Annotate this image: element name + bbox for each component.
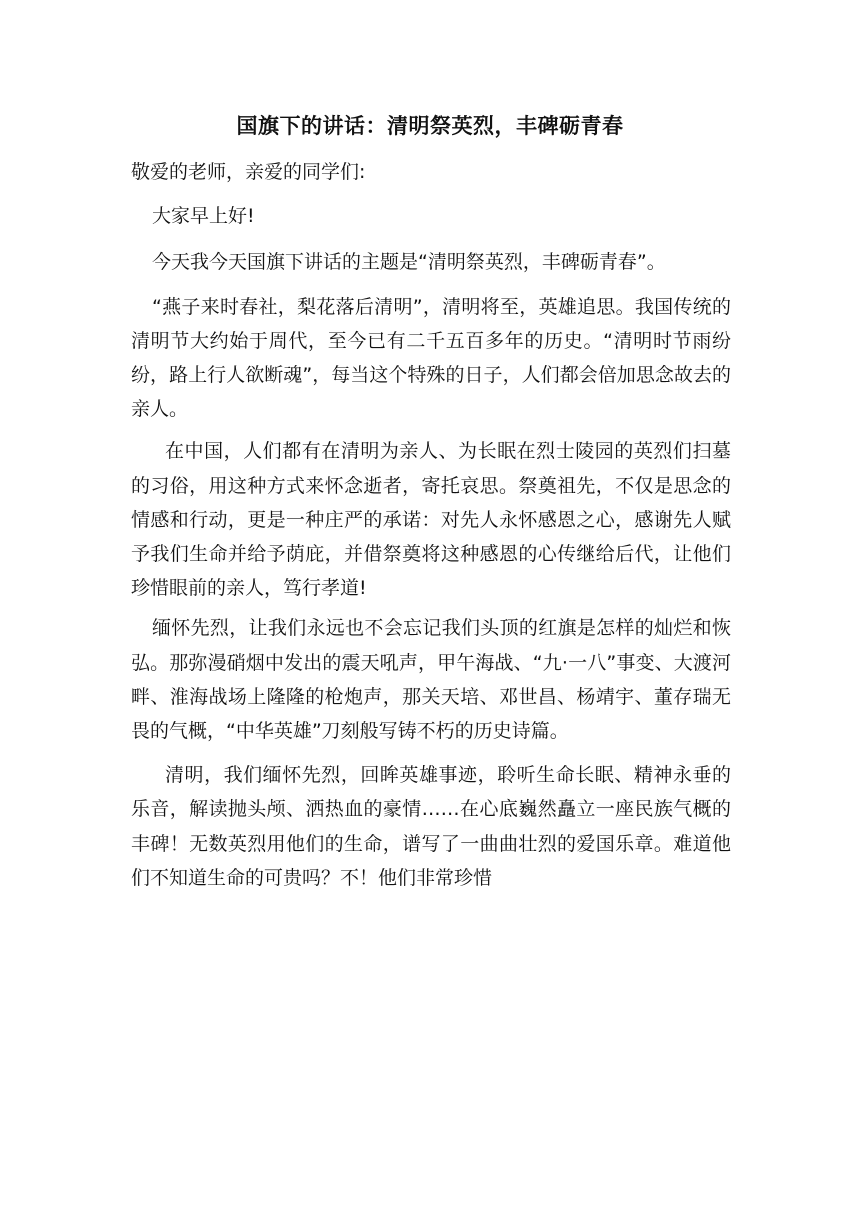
paragraph: 缅怀先烈，让我们永远也不会忘记我们头顶的红旗是怎样的灿烂和恢弘。那弥漫硝烟中发出的震天吼声，甲午海战、“九·一八”事变、大渡河畔、淮海战场上隆隆的枪炮声，那关天培、邓世昌、杨靖宇、董存瑞无畏的气概，“中华英雄”刀刻般写铸不朽的历史诗篇。 [131, 617, 731, 743]
greeting-line: 敬爱的老师，亲爱的同学们: [131, 161, 366, 183]
paragraph: 清明，我们缅怀先烈，回眸英雄事迹，聆听生命长眠、精神永垂的乐音，解读抛头颅、洒热血的豪情……在心底巍然矗立一座民族气概的丰碑！无数英烈用他们的生命，谱写了一曲曲壮烈的爱国乐章。难道他们不知道生命的可贵吗？不！他们非常珍惜 [131, 764, 731, 889]
document-title: 国旗下的讲话：清明祭英烈，丰碑砺青春 [236, 114, 624, 138]
topic-line: 今天我今天国旗下讲话的主题是“清明祭英烈，丰碑砺青春”。 [152, 251, 666, 274]
paragraph: “燕子来时春社，梨花落后清明”，清明将至，英雄追思。我国传统的清明节大约始于周代，至今已有二千五百多年的历史。“清明时节雨纷纷，路上行人欲断魂”，每当这个特殊的日子，人们都会倍加思念故去的亲人。 [131, 295, 731, 421]
paragraph: 在中国，人们都有在清明为亲人、为长眠在烈士陵园的英烈们扫墓的习俗，用这种方式来怀念逝者，寄托哀思。祭奠祖先，不仅是思念的情感和行动，更是一种庄严的承诺：对先人永怀感恩之心，感谢先人赋予我们生命并给予荫庇，并借祭奠将这种感恩的心传继给后代，让他们珍惜眼前的亲人，笃行孝道! [131, 440, 731, 600]
hello-line: 大家早上好! [152, 205, 255, 228]
document-body [131, 155, 731, 903]
